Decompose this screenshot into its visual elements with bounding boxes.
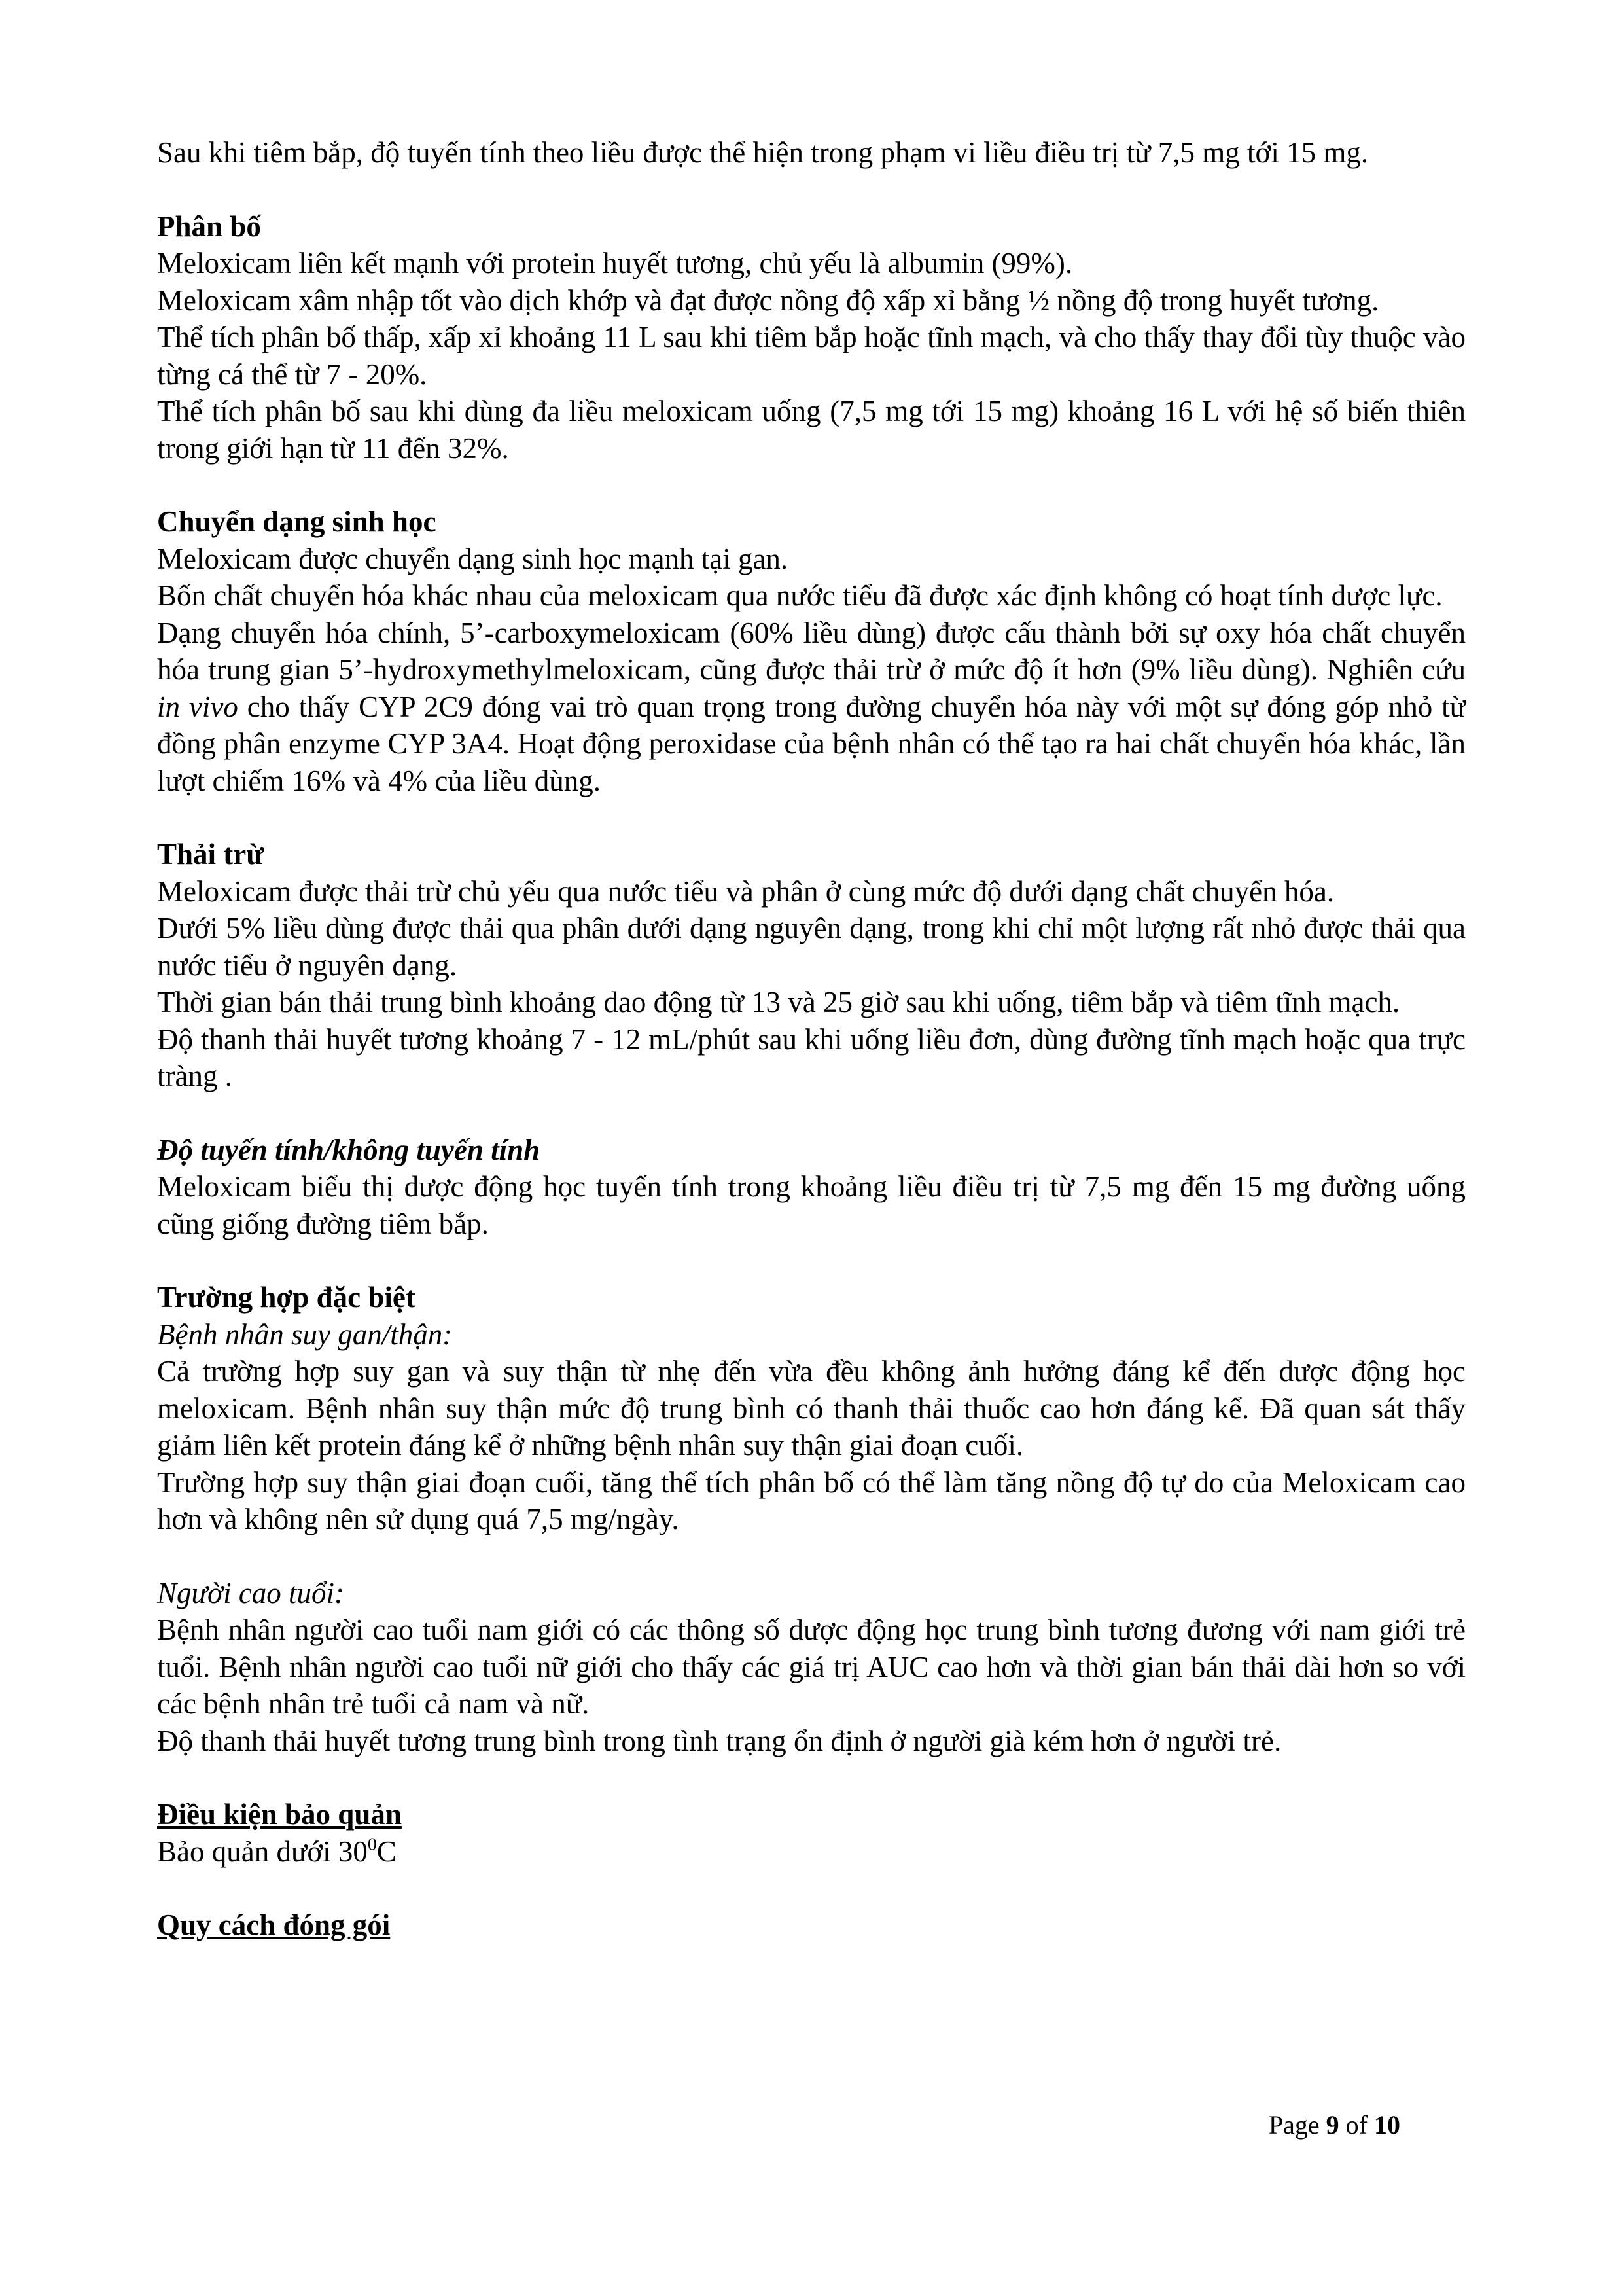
of-label: of: [1345, 2110, 1368, 2140]
paragraph: Độ thanh thải huyết tương trung bình trong tình trạng ổn định ở người già kém hơn ở người trẻ.: [157, 1724, 1282, 1757]
section-heading-distribution: Phân bố: [157, 209, 261, 243]
section-packaging: [157, 1907, 1466, 1944]
document-body: [157, 134, 1466, 1944]
section-elimination: [157, 836, 1466, 1095]
italic-term: in vivo: [157, 690, 238, 723]
paragraph: Meloxicam liên kết mạnh với protein huyết tương, chủ yếu là albumin (99%).: [157, 247, 1073, 279]
section-distribution: [157, 208, 1466, 467]
section-heading-special: Trường hợp đặc biệt: [157, 1281, 415, 1314]
section-heading-biotransformation: Chuyển dạng sinh học: [157, 505, 436, 538]
page-current: 9: [1326, 2110, 1339, 2140]
page-label: Page: [1268, 2110, 1320, 2140]
section-biotransformation: [157, 503, 1466, 799]
subheading-elderly: Người cao tuổi:: [157, 1576, 345, 1609]
section-heading-elimination: Thải trừ: [157, 838, 264, 870]
paragraph: Thể tích phân bố sau khi dùng đa liều meloxicam uống (7,5 mg tới 15 mg) khoảng 16 L với hệ số biến thiên trong giới hạn từ 11 đến 32%.: [157, 395, 1466, 465]
paragraph: Meloxicam biểu thị dược động học tuyến tính trong khoảng liều điều trị từ 7,5 mg đến 15 mg đường uống cũng giống đường tiêm bắp.: [157, 1170, 1466, 1240]
paragraph: Meloxicam được thải trừ chủ yếu qua nước tiểu và phân ở cùng mức độ dưới dạng chất chuyển hóa.: [157, 874, 1335, 908]
intro-paragraph: Sau khi tiêm bắp, độ tuyến tính theo liều được thể hiện trong phạm vi liều điều trị từ 7,5 mg tới 15 mg.: [157, 136, 1369, 169]
text-run: Dạng chuyển hóa chính, 5’-carboxymeloxicam (60% liều dùng) được cấu thành bởi sự oxy hóa chất chuyển hóa trung gian 5’-hydroxymethylmeloxicam, cũng được thải trừ ở mức độ ít hơn (9% liều dùng). Nghiên cứu: [157, 616, 1466, 686]
superscript-degree: 0: [367, 1834, 377, 1855]
text-run: C: [376, 1835, 397, 1868]
paragraph: Meloxicam được chuyển dạng sinh học mạnh tại gan.: [157, 542, 788, 575]
subheading-hepatic-renal: Bệnh nhân suy gan/thận:: [157, 1318, 453, 1351]
text-run: Bảo quản dưới 30: [157, 1835, 368, 1868]
paragraph: Độ thanh thải huyết tương khoảng 7 - 12 mL/phút sau khi uống liều đơn, dùng đường tĩnh mạch hoặc qua trực tràng .: [157, 1022, 1466, 1092]
section-heading-linearity: Độ tuyến tính/không tuyến tính: [157, 1133, 540, 1166]
paragraph: Dưới 5% liều dùng được thải qua phân dưới dạng nguyên dạng, trong khi chỉ một lượng rất nhỏ được thải qua nước tiểu ở nguyên dạng.: [157, 912, 1466, 982]
paragraph: Bệnh nhân người cao tuổi nam giới có các thông số dược động học trung bình tương đương với nam giới trẻ tuổi. Bệnh nhân người cao tuổi nữ giới cho thấy các giá trị AUC cao hơn và thời gian bán thải dài hơn so với các bệnh nhân trẻ tuổi cả nam và nữ.: [157, 1613, 1466, 1720]
paragraph: Cả trường hợp suy gan và suy thận từ nhẹ đến vừa đều không ảnh hưởng đáng kể đến dược động học meloxicam. Bệnh nhân suy thận mức độ trung bình có thanh thải thuốc cao hơn đáng kể. Đã quan sát thấy giảm liên kết protein đáng kể ở những bệnh nhân suy thận giai đoạn cuối.: [157, 1355, 1466, 1462]
section-special-populations: [157, 1279, 1466, 1759]
page-total: 10: [1374, 2110, 1400, 2140]
paragraph: Thể tích phân bố thấp, xấp xỉ khoảng 11 L sau khi tiêm bắp hoặc tĩnh mạch, và cho thấy thay đổi tùy thuộc vào từng cá thể từ 7 - 20%.: [157, 321, 1466, 391]
paragraph: Thời gian bán thải trung bình khoảng dao động từ 13 và 25 giờ sau khi uống, tiêm bắp và tiêm tĩnh mạch.: [157, 986, 1400, 1018]
paragraph: [157, 615, 1466, 800]
section-linearity: [157, 1132, 1466, 1243]
page-number-footer: [1112, 2109, 1400, 2142]
section-heading-storage: Điều kiện bảo quản: [157, 1798, 402, 1831]
paragraph: Bốn chất chuyển hóa khác nhau của meloxicam qua nước tiểu đã được xác định không có hoạt tính dược lực.: [157, 579, 1443, 612]
text-run: cho thấy CYP 2C9 đóng vai trò quan trọng trong đường chuyển hóa này với một sự đóng góp nhỏ từ đồng phân enzyme CYP 3A4. Hoạt động peroxidase của bệnh nhân có thể tạo ra hai chất chuyển hóa khác, lần lượt chiếm 16% và 4% của liều dùng.: [157, 690, 1466, 797]
paragraph: Trường hợp suy thận giai đoạn cuối, tăng thể tích phân bố có thể làm tăng nồng độ tự do của Meloxicam cao hơn và không nên sử dụng quá 7,5 mg/ngày.: [157, 1465, 1466, 1535]
section-storage: [157, 1796, 1466, 1870]
storage-text: [157, 1833, 1466, 1871]
section-heading-packaging: Quy cách đóng gói: [157, 1909, 391, 1941]
paragraph: Meloxicam xâm nhập tốt vào dịch khớp và đạt được nồng độ xấp xỉ bằng ½ nồng độ trong huyết tương.: [157, 283, 1379, 317]
